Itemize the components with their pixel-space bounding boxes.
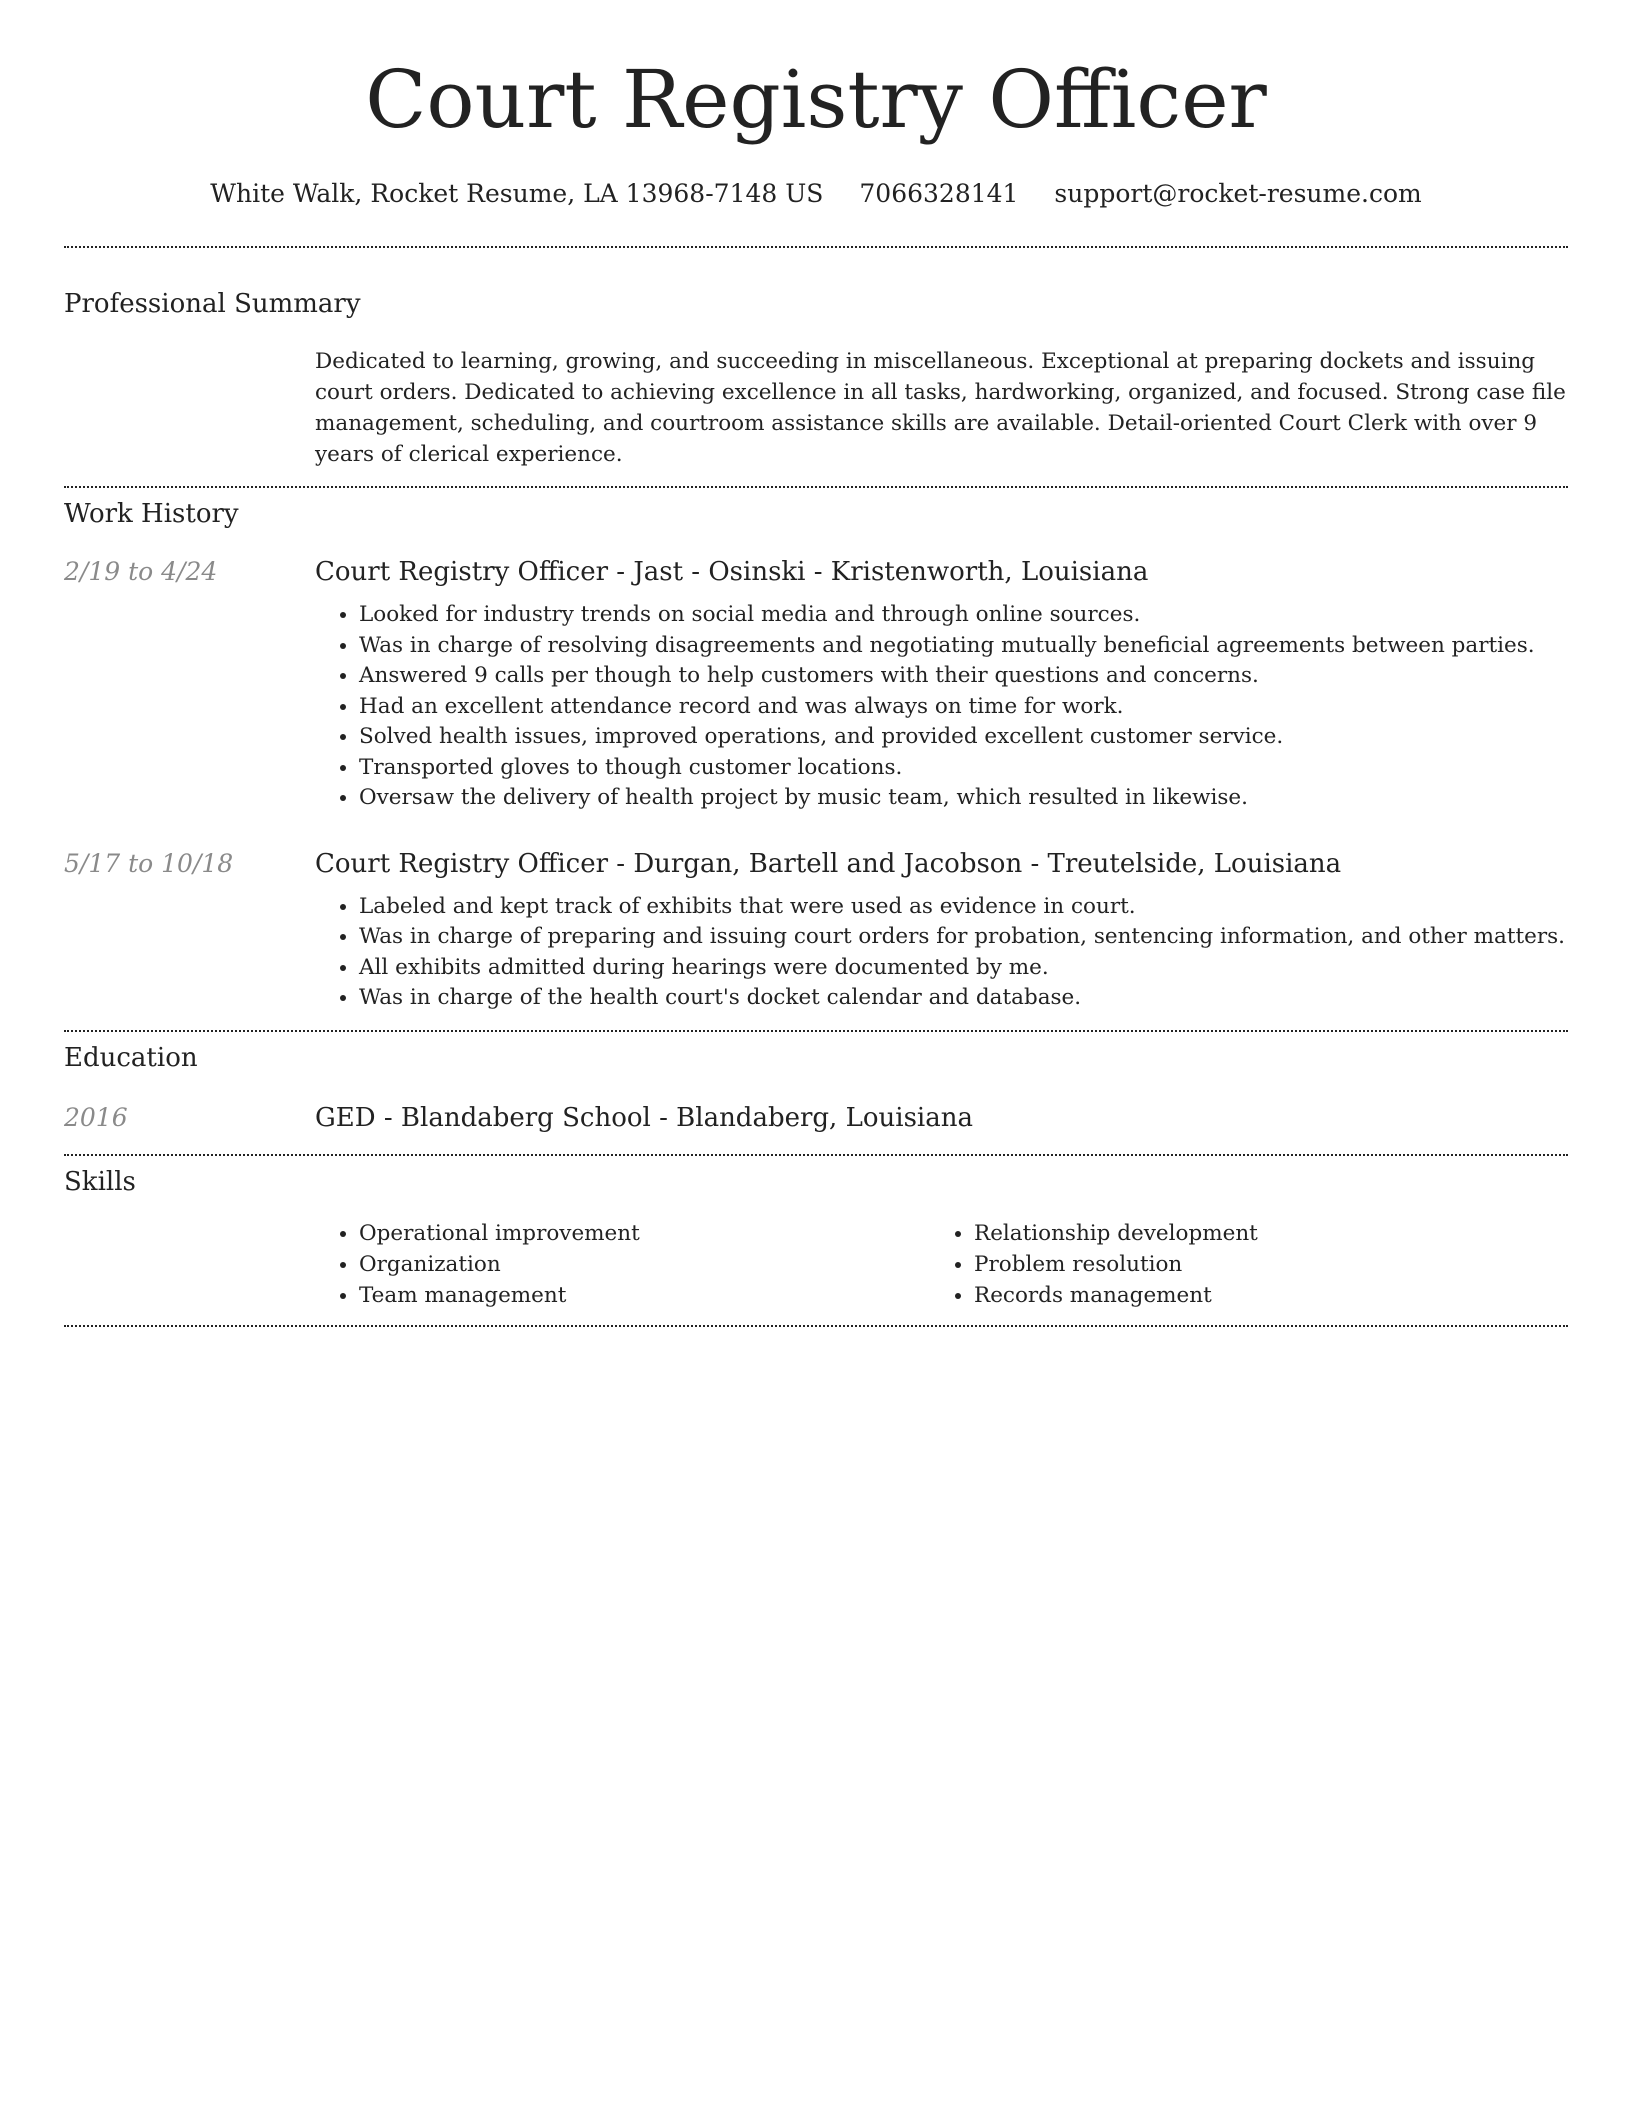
job-bullet: • Was in charge of preparing and issuing court orders for probation, sentencing information, and other matters. xyxy=(359,922,1568,953)
section-divider xyxy=(64,246,1568,248)
skill-item: • Relationship development xyxy=(974,1218,1545,1249)
skill-item: • Operational improvement xyxy=(359,1218,930,1249)
job-bullet: • Was in charge of the health court's docket calendar and database. xyxy=(359,983,1568,1014)
skill-item: • Team management xyxy=(359,1280,930,1311)
contact-email: support@rocket-resume.com xyxy=(1054,179,1422,208)
education-year: 2016 xyxy=(64,1102,128,1132)
job-bullets xyxy=(64,892,1568,1014)
summary-text: Dedicated to learning, growing, and succeeding in miscellaneous. Exceptional at preparing dockets and issuing court orders. Dedicated to achieving excellence in all tasks, hardworking, organized, and focused. Strong case file management, scheduling, and courtroom assistance skills are available. Detail-oriented Court Clerk with over 9 years of clerical experience. xyxy=(315,349,1566,467)
skill-item: • Problem resolution xyxy=(974,1249,1545,1280)
work-history-heading: Work History xyxy=(64,499,239,529)
summary-heading: Professional Summary xyxy=(64,289,361,319)
job-heading: Court Registry Officer - Durgan, Bartell and Jacobson - Treutelside, Louisiana xyxy=(315,848,1342,879)
job-bullet: • Was in charge of resolving disagreements and negotiating mutually beneficial agreements between parties. xyxy=(359,631,1568,662)
job-dates: 2/19 to 4/24 xyxy=(64,557,218,586)
resume-name: Court Registry Officer xyxy=(365,53,1267,146)
contact-phone: 7066328141 xyxy=(859,179,1019,208)
job-bullet: • All exhibits admitted during hearings were documented by me. xyxy=(359,953,1568,984)
job-entry xyxy=(64,848,1568,1014)
section-divider xyxy=(64,1325,1568,1327)
skills-column-right xyxy=(930,1218,1545,1311)
job-bullet: • Answered 9 calls per though to help customers with their questions and concerns. xyxy=(359,661,1568,692)
job-bullets xyxy=(64,600,1568,814)
education-heading: Education xyxy=(64,1042,198,1073)
contact-address: White Walk, Rocket Resume, LA 13968-7148 US xyxy=(210,179,824,208)
job-heading: Court Registry Officer - Jast - Osinski - Kristenworth, Louisiana xyxy=(315,557,1149,587)
job-bullet: • Labeled and kept track of exhibits that were used as evidence in court. xyxy=(359,892,1568,923)
education-details: GED - Blandaberg School - Blandaberg, Louisiana xyxy=(315,1102,973,1133)
skill-item: • Records management xyxy=(974,1280,1545,1311)
education-entry xyxy=(64,1102,1568,1134)
section-divider xyxy=(64,1030,1568,1032)
section-divider xyxy=(64,1154,1568,1156)
resume-page xyxy=(64,0,1568,1327)
job-dates: 5/17 to 10/18 xyxy=(64,848,234,878)
job-bullet: • Solved health issues, improved operations, and provided excellent customer service. xyxy=(359,722,1568,753)
skills-list xyxy=(315,1218,1568,1311)
job-bullet: • Looked for industry trends on social media and through online sources. xyxy=(359,600,1568,631)
section-divider xyxy=(64,486,1568,488)
skills-column-left xyxy=(315,1218,930,1311)
skill-item: • Organization xyxy=(359,1249,930,1280)
contact-line xyxy=(64,178,1568,210)
job-bullet: • Oversaw the delivery of health project by music team, which resulted in likewise. xyxy=(359,783,1568,814)
job-bullet: • Had an excellent attendance record and was always on time for work. xyxy=(359,692,1568,723)
job-entry xyxy=(64,556,1568,814)
job-bullet: • Transported gloves to though customer locations. xyxy=(359,753,1568,784)
skills-heading: Skills xyxy=(64,1166,136,1197)
